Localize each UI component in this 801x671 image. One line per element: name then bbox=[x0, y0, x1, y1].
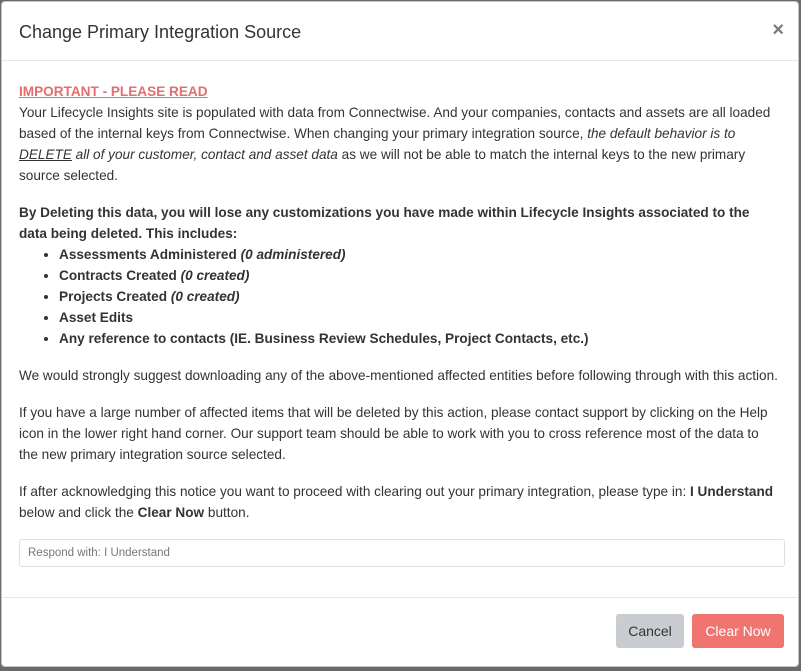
intro-italic-2: all of your customer, contact and asset data bbox=[71, 147, 338, 162]
deleting-warning: By Deleting this data, you will lose any customizations you have made within Lifecycle Insights associated to the data being deleted. This includes: bbox=[19, 205, 750, 241]
modal-body bbox=[2, 61, 798, 567]
modal-footer bbox=[2, 597, 798, 666]
intro-paragraph bbox=[19, 102, 781, 186]
important-heading: IMPORTANT - PLEASE READ bbox=[19, 84, 208, 99]
list-item: • Projects Created (0 created) bbox=[59, 286, 781, 307]
list-item: • Any reference to contacts (IE. Business Review Schedules, Project Contacts, etc.) bbox=[59, 328, 781, 349]
list-item: • Asset Edits bbox=[59, 307, 781, 328]
intro-text-1: Your Lifecycle Insights site is populated with data from Connectwise. And your companies, contacts and assets are all loaded based of the internal keys from Connectwise. When changing your primary integration source, bbox=[19, 105, 771, 141]
understand-phrase: I Understand bbox=[690, 484, 774, 499]
affected-items-list bbox=[19, 244, 781, 349]
suggestion-paragraph: We would strongly suggest downloading any of the above-mentioned affected entities before following through with this action. bbox=[19, 368, 778, 383]
intro-text-2: as we will not be able to match the internal keys to the new primary source selected. bbox=[19, 147, 746, 183]
modal-header bbox=[2, 2, 798, 61]
intro-delete-text: DELETE bbox=[19, 147, 72, 162]
close-icon[interactable]: × bbox=[772, 19, 784, 41]
change-integration-modal bbox=[1, 1, 799, 667]
cancel-button[interactable]: Cancel bbox=[616, 614, 684, 648]
modal-title: Change Primary Integration Source bbox=[19, 22, 302, 42]
support-paragraph: If you have a large number of affected items that will be deleted by this action, please contact support by clicking on the Help icon in the lower right hand corner. Our support team should be able to work with you to cross reference most of the data to the new primary integration source selected. bbox=[19, 405, 768, 462]
list-item: • Assessments Administered (0 administered) bbox=[59, 244, 781, 265]
list-item: • Contracts Created (0 created) bbox=[59, 265, 781, 286]
response-input[interactable] bbox=[19, 539, 785, 567]
clear-now-button[interactable]: Clear Now bbox=[692, 614, 784, 648]
clear-now-phrase: Clear Now bbox=[137, 505, 205, 520]
proceed-paragraph: If after acknowledging this notice you want to proceed with clearing out your primary integration, please type in: I Understand below and click the Clear Now button. bbox=[19, 484, 774, 520]
intro-italic-1: the default behavior is to bbox=[587, 126, 736, 141]
